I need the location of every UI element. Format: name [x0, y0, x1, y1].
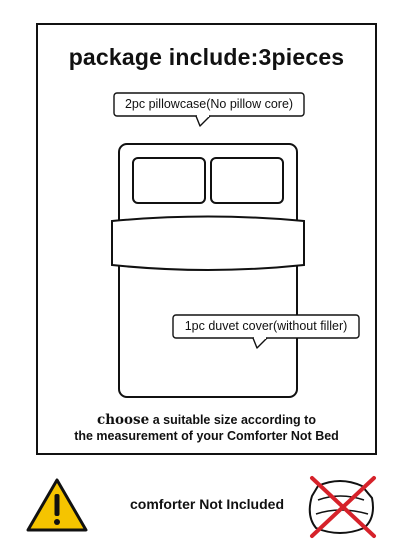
bed-illustration [112, 144, 304, 397]
pillowcase-callout-text: 2pc pillowcase(No pillow core) [124, 97, 294, 111]
size-instruction-rest: a suitable size according to [149, 413, 316, 427]
size-instruction-line1 [36, 412, 377, 428]
duvet-fold [112, 217, 304, 271]
duvet-callout-text: 1pc duvet cover(without filler) [184, 319, 348, 333]
page-title: package include:3pieces [68, 44, 345, 70]
pillow-left [133, 158, 205, 203]
size-instruction-lead: choose [97, 412, 150, 428]
warning-triangle-icon [28, 480, 86, 530]
pillow-right [211, 158, 283, 203]
size-instruction-line2: the measurement of your Comforter Not Bed [74, 429, 339, 443]
comforter-not-included-text: comforter Not Included [129, 496, 284, 512]
crossed-out-comforter-icon [310, 478, 374, 536]
